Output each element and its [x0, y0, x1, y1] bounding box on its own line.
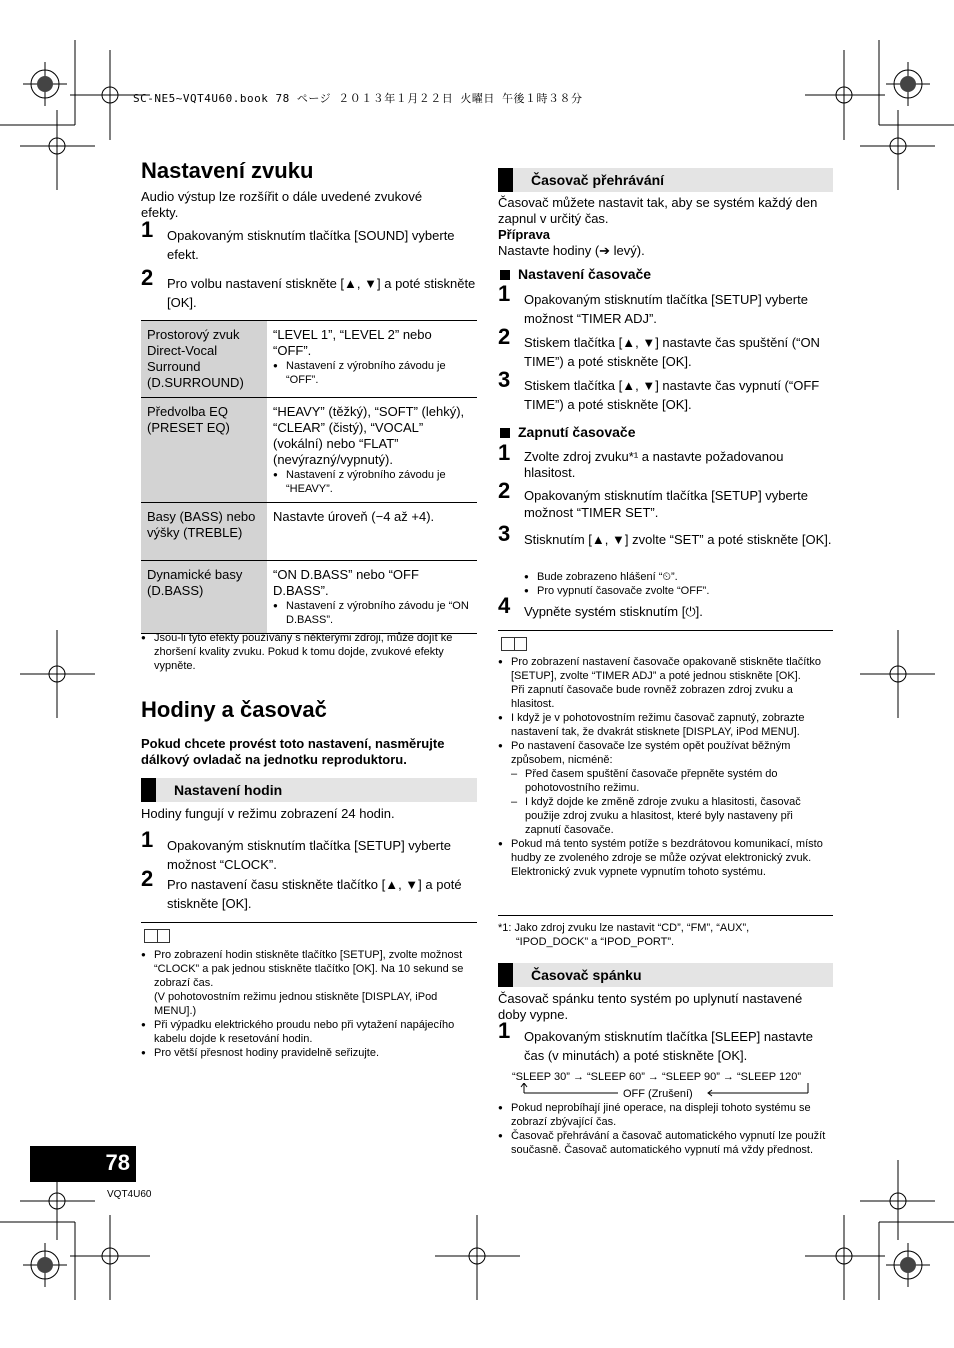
- prep-text: Nastavte hodiny (➔ levý).: [498, 243, 645, 258]
- clock-intro: Hodiny fungují v režimu zobrazení 24 hodin.: [141, 806, 395, 821]
- section-title-clock: Hodiny a časovač: [141, 697, 327, 722]
- table-row: Basy (BASS) nebo výšky (TREBLE) Nastavte úroveň (−4 až +4).: [141, 503, 477, 561]
- table-row: Prostorový zvuk Direct-Vocal Surround (D.SURROUND) “LEVEL 1”, “LEVEL 2” nebo “OFF”. ● Nastavení z výrobního závodu je “OFF”.: [141, 321, 477, 398]
- table-row: Předvolba EQ (PRESET EQ) “HEAVY” (těžký), “SOFT” (lehký), “CLEAR” (čistý), “VOCAL” (vokální) nebo “FLAT” (nevýrazný/vypnutý). ● Nastavení z výrobního závodu je “HEAVY”.: [141, 398, 477, 503]
- clock-step-1: 1 Opakovaným stisknutím tlačítka [SETUP] vyberte možnost “CLOCK”.: [141, 827, 451, 872]
- sleep-timer-subheader: Časovač spánku: [498, 963, 833, 987]
- sound-intro: Audio výstup lze rozšířit o dále uvedené zvukové efekty.: [141, 189, 423, 220]
- page-number: 78: [105, 1150, 130, 1175]
- timer-setting-title: Nastavení časovače: [500, 266, 651, 282]
- section-title-sound: Nastavení zvuku: [141, 158, 314, 183]
- sound-footnote: ● Jsou-li tyto efekty používány s některými zdroji, může dojít ke zhoršení kvality zvuku. Pokud k tomu dojde, zvukové efekty vypněte.: [141, 631, 477, 673]
- sleep-off-label: OFF (Zrušení): [623, 1088, 693, 1100]
- table-row: Dynamické basy (D.BASS) “ON D.BASS” nebo “OFF D.BASS”. ● Nastavení z výrobního závodu je “ON D.BASS”.: [141, 561, 477, 634]
- print-header: SC-NE5~VQT4U60.book 78 ページ ２０１３年１月２２日 火曜日 午後１時３８分: [133, 92, 583, 105]
- sleep-step-1: 1 Opakovaným stisknutím tlačítka [SLEEP] nastavte čas (v minutách) a poté stiskněte [OK].: [498, 1018, 814, 1063]
- clock-notes: ● Pro zobrazení hodin stiskněte tlačítko [SETUP], zvolte možnost “CLOCK” a pak jednou stiskněte tlačítko [OK]. Na 10 sekund se zobrazí čas. (V pohotovostním režimu jednou stiskněte [DISPLAY, iPod MENU].) ● Při výpadku elektrického proudu nebo při vytažení napájecího kabelu dojde k resetování hodin. ● Pro větší přesnost hodiny pravidelně seřizujte.: [141, 948, 471, 1060]
- timer-on-step-4: 4 Vypněte systém stisknutím [⏻].: [498, 593, 703, 619]
- timer-on-step-2: 2 Opakovaným stisknutím tlačítka [SETUP] vyberte možnost “TIMER SET”.: [498, 478, 808, 520]
- divider: [498, 915, 833, 916]
- timer-step-1: 1 Opakovaným stisknutím tlačítka [SETUP] vyberte možnost “TIMER ADJ”.: [498, 281, 808, 326]
- clock-remote-note: Pokud chcete provést toto nastavení, nasměrujte dálkový ovladač na jednotku reproduktoru.: [141, 736, 445, 767]
- divider: [141, 922, 477, 923]
- timer-step-3: 3 Stiskem tlačítka [▲, ▼] nastavte čas vypnutí (“OFF TIME”) a poté stiskněte [OK].: [498, 367, 820, 412]
- sleep-notes: ● Pokud neprobíhají jiné operace, na displeji tohoto systému se zobrazí zbývající čas. ● Časovač přehrávání a časovač automatického vypnutí lze použít současně. Časovač automatického vypnutí má vždy přednost.: [498, 1101, 828, 1157]
- note-book-icon: [501, 637, 527, 651]
- timer-on-step-3-bullets: ● Bude zobrazeno hlášení “⏲”. ● Pro vypnutí časovače zvolte “OFF”.: [524, 570, 824, 598]
- sleep-intro: Časovač spánku tento systém po uplynutí nastavené doby vypne.: [498, 991, 803, 1022]
- source-footnote: *1: Jako zdroj zvuku lze nastavit “CD”, “FM”, “AUX”, “IPOD_DOCK” a “IPOD_PORT”.: [498, 922, 750, 948]
- play-timer-intro: Časovač můžete nastavit tak, aby se systém každý den zapnul v určitý čas.: [498, 195, 818, 226]
- timer-on-title: Zapnutí časovače: [500, 424, 636, 440]
- page-number-box: [30, 1146, 136, 1182]
- clock-subheader: Nastavení hodin: [141, 778, 477, 802]
- divider: [498, 630, 833, 631]
- timer-on-step-3: 3 Stisknutím [▲, ▼] zvolte “SET” a poté stiskněte [OK].: [498, 521, 832, 547]
- timer-step-2: 2 Stiskem tlačítka [▲, ▼] nastavte čas spuštění (“ON TIME”) a poté stiskněte [OK].: [498, 324, 820, 369]
- doc-code: VQT4U60: [107, 1189, 152, 1200]
- sound-step-2: 2 Pro volbu nastavení stiskněte [▲, ▼] a poté stiskněte [OK].: [141, 265, 476, 310]
- sound-step-1: 1 Opakovaným stisknutím tlačítka [SOUND] vyberte efekt.: [141, 217, 455, 262]
- sound-settings-table: [141, 320, 477, 634]
- prep-label: Příprava: [498, 227, 551, 242]
- sleep-sequence: “SLEEP 30” → “SLEEP 60” → “SLEEP 90” → “SLEEP 120”: [512, 1071, 801, 1083]
- note-book-icon: [144, 929, 170, 943]
- clock-step-2: 2 Pro nastavení času stiskněte tlačítko [▲, ▼] a poté stiskněte [OK].: [141, 866, 462, 911]
- play-timer-subheader: Časovač přehrávání: [498, 168, 833, 192]
- timer-notes: ● Pro zobrazení nastavení časovače opakovaně stiskněte tlačítko [SETUP], zvolte “TIMER ADJ” a poté jednou stiskněte [OK]. Při zapnutí časovače bude rovněž zobrazen zdroj zvuku a hlasitost. ● I když je v pohotovostním režimu časovač zapnutý, zobrazte nastavení tak, že dvakrát stisknete [DISPLAY, iPod MENU]. ● Po nastavení časovače lze systém opět používat běžným způsobem, nicméně: – Před časem spuštění časovače přepněte systém do pohotovostního režimu. – I když dojde ke změně zdroje zvuku a hlasitosti, časovač použije zdroj zvuku a hlasitost, které byly nastaveny při zapnutí časovače. ● Pokud má tento systém potíže s bezdrátovou komunikací, místo hudby ze zvoleného zdroje se může ozývat elektronický zvuk. Elektronický zvuk vypnete vypnutím tohoto systému.: [498, 655, 830, 879]
- timer-on-step-1: 1 Zvolte zdroj zvuku*¹ a nastavte požadovanou hlasitost.: [498, 440, 784, 480]
